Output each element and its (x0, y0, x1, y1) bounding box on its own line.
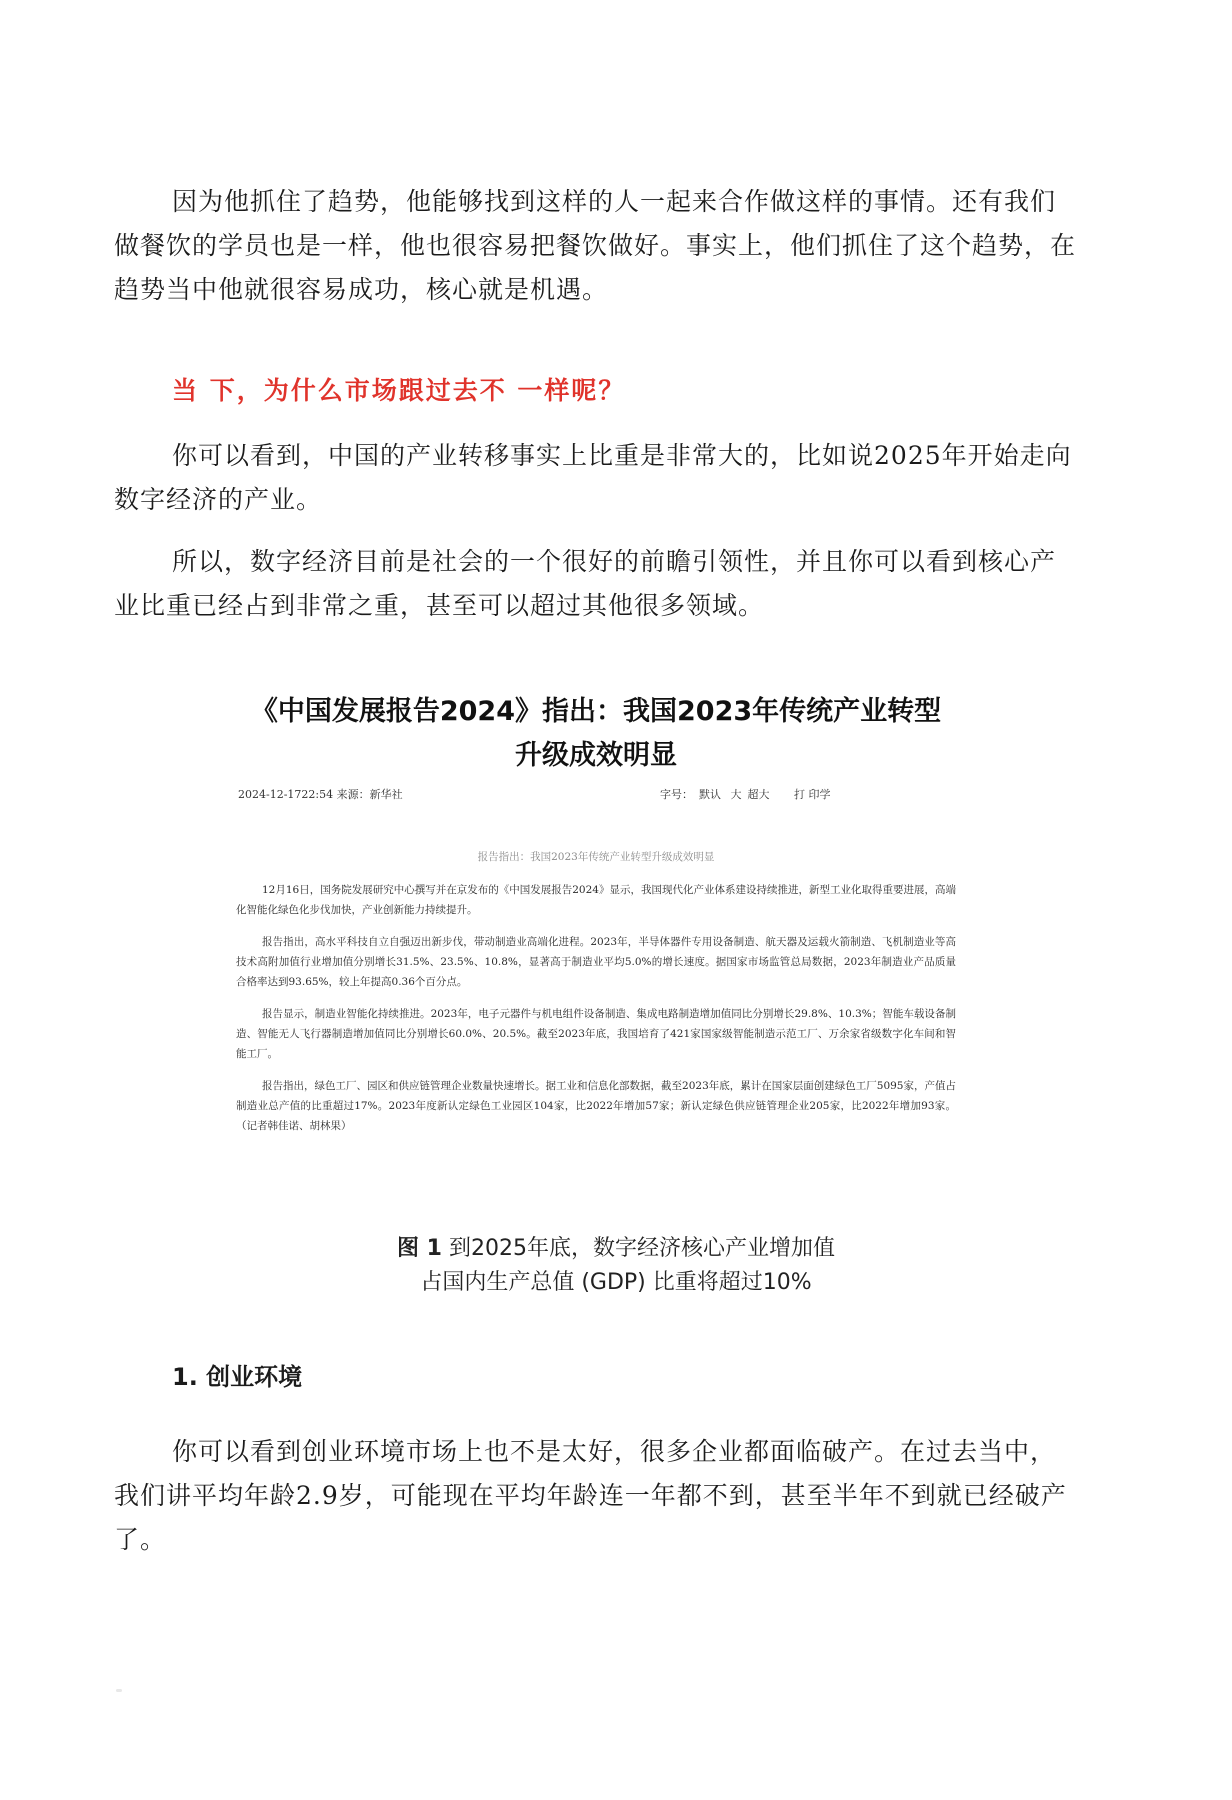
font-size-large-link[interactable]: 大 (730, 788, 742, 801)
font-size-default-link[interactable]: 默认 (699, 788, 721, 801)
article-subhead: 报告指出：我国2023年传统产业转型升级成效明显 (477, 851, 715, 863)
paragraph-startup-environment: 你可以看到创业环境市场上也不是太好，很多企业都面临破产。在过去当中，我们讲平均年龄2.9岁，可能现在平均年龄连一年都不到，甚至半年不到就已经破产了。 (114, 1437, 1067, 1554)
article-paragraph: 报告指出，高水平科技自立自强迈出新步伐，带动制造业高端化进程。2023年，半导体器件专用设备制造、航天器及运载火箭制造、飞机制造业等高技术高附加值行业增加值分别增长31.5%、23.5%、10.8%，显著高于制造业平均5.0%的增长速度。据国家市场监管总局数据，2023年制造业产品质量合格率达到93.65%，较上年提高0.36个百分点。 (236, 936, 956, 988)
red-section-heading: 当 下，为什么市场跟过去不 一样呢？ (172, 376, 626, 405)
article-title (236, 690, 956, 778)
article-paragraph: 报告指出，绿色工厂、园区和供应链管理企业数量快速增长。据工业和信息化部数据，截至2023年底，累计在国家层面创建绿色工厂5095家，产值占制造业总产值的比重超过17%。2023年度新认定绿色工业园区104家，比2022年增加57家；新认定绿色供应链管理企业205家，比2022年增加93家。（记者韩佳诺、胡林果） (236, 1080, 956, 1132)
article-paragraph: 12月16日，国务院发展研究中心撰写并在京发布的《中国发展报告2024》显示，我国现代化产业体系建设持续推进，新型工业化取得重要进展，高端化智能化绿色化步伐加快，产业创新能力持续提升。 (236, 884, 956, 916)
article-title-line1: 《中国发展报告2024》指出：我国2023年传统产业转型 (250, 696, 942, 727)
print-link[interactable]: 打 印学 (794, 788, 831, 801)
article-title-line2: 升级成效明显 (515, 740, 677, 771)
caption-line1: 到2025年底，数字经济核心产业增加值 (448, 1236, 835, 1261)
scan-mark (116, 1689, 122, 1692)
font-size-label: 字号： (660, 788, 693, 801)
paragraph-industry-shift: 你可以看到，中国的产业转移事实上比重是非常大的，比如说2025年开始走向数字经济的产业。 (114, 441, 1072, 514)
article-meta-row (236, 786, 956, 806)
figure-caption (0, 1232, 1232, 1300)
paragraph-digital-economy: 所以，数字经济目前是社会的一个很好的前瞻引领性，并且你可以看到核心产业比重已经占到非常之重，甚至可以超过其他很多领域。 (114, 547, 1057, 620)
article-date-source: 2024-12-1722:54 来源：新华社 (238, 788, 403, 801)
paragraph-trend: 因为他抓住了趋势，他能够找到这样的人一起来合作做这样的事情。还有我们做餐饮的学员也是一样，他也很容易把餐饮做好。事实上，他们抓住了这个趋势，在趋势当中他就很容易成功，核心就是机遇。 (114, 187, 1077, 304)
figure-label: 图 1 (397, 1236, 442, 1261)
caption-line2: 占国内生产总值 (GDP) 比重将超过10% (420, 1270, 812, 1295)
font-size-xlarge-link[interactable]: 超大 (747, 788, 770, 801)
embedded-news-article (236, 690, 956, 1148)
font-size-controls (660, 786, 776, 802)
section-heading: 1. 创业环境 (172, 1363, 303, 1391)
article-paragraph: 报告显示，制造业智能化持续推进。2023年，电子元器件与机电组件设备制造、集成电路制造增加值同比分别增长29.8%、10.3%；智能车载设备制造、智能无人飞行器制造增加值同比分别增长60.0%、20.5%。截至2023年底，我国培育了421家国家级智能制造示范工厂、万余家省级数字化车间和智能工厂。 (236, 1008, 956, 1060)
